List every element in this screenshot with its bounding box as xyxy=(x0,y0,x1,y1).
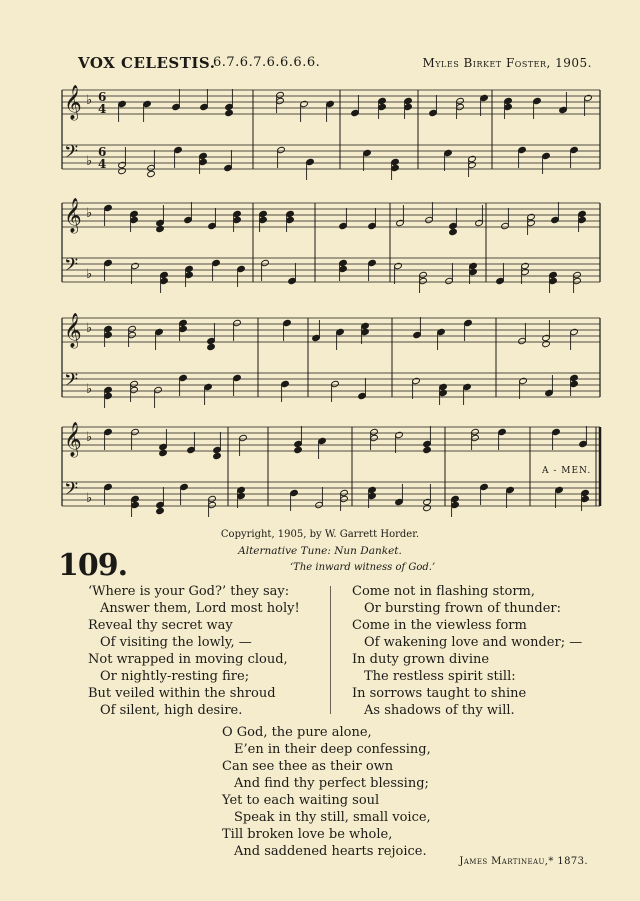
verse-line: Not wrapped in moving cloud, xyxy=(88,652,288,667)
verse-line: Or bursting frown of thunder: xyxy=(364,601,561,616)
key-flat: ♭ xyxy=(86,430,93,445)
note xyxy=(118,167,127,174)
key-flat: ♭ xyxy=(86,206,93,221)
meter: 6.7.6.7.6.6.6.6. xyxy=(213,55,321,70)
note xyxy=(156,507,165,514)
bass-clef: 𝄢 xyxy=(64,255,79,280)
verse-line: As shadows of thy will. xyxy=(364,703,515,718)
verse-line: And saddened hearts rejoice. xyxy=(234,844,427,859)
hymn-number: 109. xyxy=(58,548,128,583)
treble-clef: 𝄞 xyxy=(64,85,82,120)
verse-line: Reveal thy secret way xyxy=(88,618,233,633)
verse-line: The restless spirit still: xyxy=(364,669,516,684)
verse-line: Speak in thy still, small voice, xyxy=(234,810,431,825)
treble-clef: 𝄞 xyxy=(64,422,82,457)
verse-line: Of silent, high desire. xyxy=(100,703,243,718)
note xyxy=(449,228,458,235)
verse-line: O God, the pure alone, xyxy=(222,725,372,740)
stanza-1 xyxy=(88,583,300,719)
treble-clef: 𝄞 xyxy=(64,313,82,348)
amen-label: A - MEN. xyxy=(542,466,592,476)
note xyxy=(423,504,432,511)
time-signature: 4 xyxy=(98,102,107,116)
verse-line: Of wakening love and wonder; — xyxy=(364,635,583,650)
note xyxy=(156,225,165,232)
stanza-3 xyxy=(222,724,431,860)
note xyxy=(207,343,216,350)
time-signature: 4 xyxy=(98,157,107,171)
key-flat: ♭ xyxy=(86,491,93,506)
copyright: Copyright, 1905, by W. Garrett Horder. xyxy=(220,529,420,540)
composer: Myles Birket Foster, 1905. xyxy=(422,56,592,70)
verse-line: Come not in flashing storm, xyxy=(352,584,535,599)
hymn-subtitle: ‘The inward witness of God.’ xyxy=(290,562,436,573)
alternative-tune: Alternative Tune: Nun Danket. xyxy=(238,545,402,557)
note xyxy=(423,446,432,453)
column-divider xyxy=(330,586,331,714)
verse-line: Of visiting the lowly, — xyxy=(100,635,252,650)
note xyxy=(147,170,156,177)
note xyxy=(225,109,234,116)
bass-clef: 𝄢 xyxy=(64,479,79,504)
treble-clef: 𝄞 xyxy=(64,198,82,233)
verse-line: But veiled within the shroud xyxy=(88,686,276,701)
key-flat: ♭ xyxy=(86,93,93,108)
verse-line: Or nightly-resting fire; xyxy=(100,669,250,684)
time-signature: 6 xyxy=(98,145,107,159)
verse-line: In duty grown divine xyxy=(352,652,490,667)
note xyxy=(542,340,551,347)
author: James Martineau,* 1873. xyxy=(459,856,588,867)
note xyxy=(213,452,222,459)
verse-line: In sorrows taught to shine xyxy=(352,686,527,701)
key-flat: ♭ xyxy=(86,154,93,169)
verse-line: Till broken love be whole, xyxy=(222,827,393,842)
note xyxy=(159,449,168,456)
verse-line: Answer them, Lord most holy! xyxy=(100,601,300,616)
note xyxy=(294,446,303,453)
bass-clef: 𝄢 xyxy=(64,370,79,395)
time-signature: 6 xyxy=(98,90,107,104)
verse-line: Yet to each waiting soul xyxy=(222,793,380,808)
verse-line: E’en in their deep confessing, xyxy=(234,742,431,757)
key-flat: ♭ xyxy=(86,382,93,397)
key-flat: ♭ xyxy=(86,267,93,282)
verse-line: Come in the viewless form xyxy=(352,618,527,633)
stanza-2 xyxy=(352,583,582,719)
verse-line: ‘Where is your God?’ they say: xyxy=(88,584,290,599)
bass-clef: 𝄢 xyxy=(64,142,79,167)
key-flat: ♭ xyxy=(86,321,93,336)
verse-line: Can see thee as their own xyxy=(222,759,394,774)
tune-name: VOX CELESTIS. xyxy=(78,54,216,72)
verse-line: And find thy perfect blessing; xyxy=(234,776,429,791)
